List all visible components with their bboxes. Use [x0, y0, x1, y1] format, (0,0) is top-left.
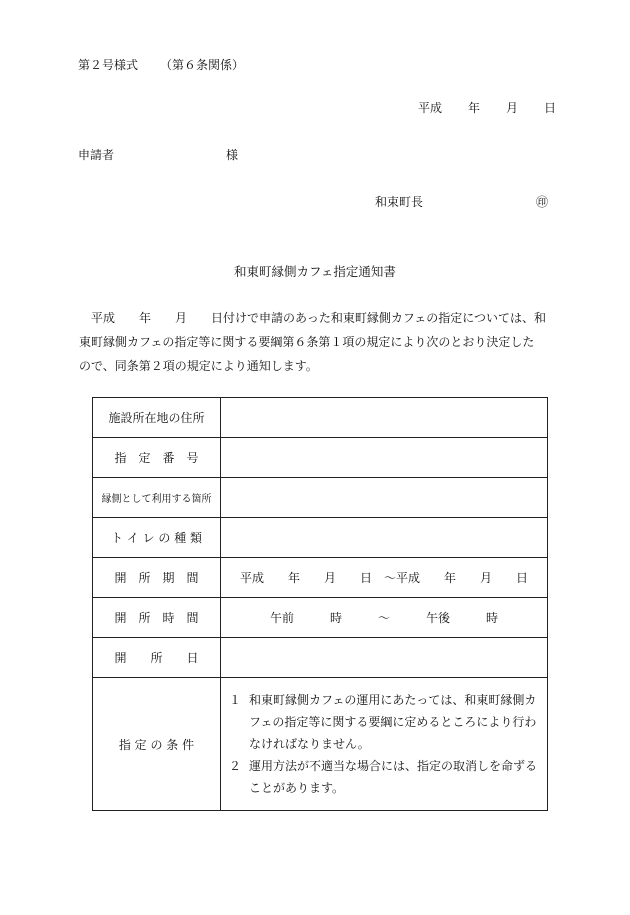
- row-value-number: [221, 438, 548, 478]
- row-value-conditions: [221, 678, 548, 811]
- table-row: [93, 438, 548, 478]
- applicant-honorific: 様: [226, 148, 239, 162]
- condition-text: 和東町縁側カフェの運用にあたっては、和東町縁側カフェの指定等に関する要綱に定めるところにより行わなければなりません。: [249, 693, 537, 751]
- table-row: [93, 598, 548, 638]
- date-day: 日: [544, 101, 557, 115]
- condition-number: ２: [229, 759, 242, 773]
- table-row: [93, 678, 548, 811]
- condition-item: [229, 755, 541, 799]
- applicant-label: 申請者: [78, 148, 115, 162]
- table-row: [93, 398, 548, 438]
- form-number-line: [78, 56, 244, 73]
- row-value-engawa-area: [221, 478, 548, 518]
- body-line-2: 東町縁側カフェの指定等に関する要綱第６条第１項の規定により次のとおり決定した: [79, 335, 535, 349]
- table-row: [93, 518, 548, 558]
- row-value-days: [221, 638, 548, 678]
- condition-text: 運用方法が不適当な場合には、指定の取消しを命ずることがあります。: [249, 759, 538, 795]
- condition-item: [229, 689, 541, 755]
- row-label-engawa-area: 縁側として利用する箇所: [93, 478, 221, 518]
- row-label-period: 開 所 期 間: [93, 558, 221, 598]
- condition-number: １: [229, 693, 242, 707]
- row-label-days: 開 所 日: [93, 638, 221, 678]
- row-label-toilet: ト イ レ の 種 類: [93, 518, 221, 558]
- row-label-number: 指 定 番 号: [93, 438, 221, 478]
- row-value-toilet: [221, 518, 548, 558]
- form-number: 第２号様式: [78, 58, 139, 72]
- body-line-3: ので、同条第２項の規定により通知します。: [79, 359, 318, 373]
- date-era: 平成: [418, 101, 443, 115]
- date-year: 年: [468, 101, 481, 115]
- row-value-address: [221, 398, 548, 438]
- notice-body: [79, 306, 557, 378]
- table-row: [93, 558, 548, 598]
- designation-table: [92, 397, 548, 811]
- date-month: 月: [506, 101, 519, 115]
- form-article: （第６条関係）: [160, 58, 245, 72]
- table-row: [93, 478, 548, 518]
- seal-mark: ㊞: [536, 195, 549, 209]
- issuer-title: 和束町長: [375, 195, 424, 209]
- row-value-period: 平成 年 月 日 ～平成 年 月 日: [221, 558, 548, 598]
- table-row: [93, 638, 548, 678]
- row-label-address: 施設所在地の住所: [93, 398, 221, 438]
- row-value-hours: 午前 時 ～ 午後 時: [221, 598, 548, 638]
- body-line-1: 平成 年 月 日付けで申請のあった和東町縁側カフェの指定については、和: [91, 311, 547, 325]
- date-line: [418, 99, 556, 116]
- row-label-conditions: 指 定 の 条 件: [93, 678, 221, 811]
- document-title: 和東町縁側カフェ指定通知書: [234, 264, 396, 279]
- row-label-hours: 開 所 時 間: [93, 598, 221, 638]
